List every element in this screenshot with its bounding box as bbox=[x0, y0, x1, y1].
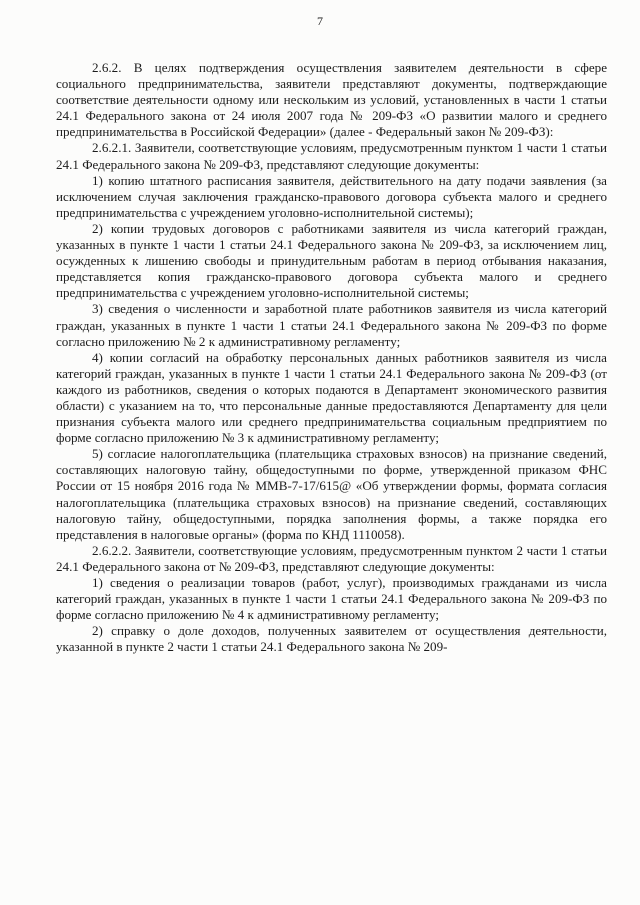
list-item-headcount-salary: 3) сведения о численности и заработной плате работников заявителя из числа категорий граждан, указанных в пункте 1 части 1 статьи 24.1 Федерального закона № 209-ФЗ по форме согласно приложению № 2 к административному регламенту; bbox=[56, 301, 607, 349]
page-number: 7 bbox=[317, 14, 323, 28]
paragraph-2-6-2: 2.6.2. В целях подтверждения осуществления заявителем деятельности в сфере социального предпринимательства, заявители представляют документы, подтверждающие соответствие деятельности одному или нескольким из условий, установленных в части 1 статьи 24.1 Федерального закона от 24 июля 2007 года № 209-ФЗ «О развитии малого и среднего предпринимательства в Российской Федерации» (далее - Федеральный закон № 209-ФЗ): bbox=[56, 60, 607, 140]
list-item-staff-schedule: 1) копию штатного расписания заявителя, действительного на дату подачи заявления (за исключением случая заключения гражданско-правового договора субъекта малого и среднего предпринимательства с учреждением уголовно-исполнительной системы); bbox=[56, 172, 607, 220]
paragraph-2-6-2-1: 2.6.2.1. Заявители, соответствующие условиям, предусмотренным пунктом 1 части 1 статьи 24.1 Федерального закона № 209-ФЗ, представляют следующие документы: bbox=[56, 140, 607, 172]
document-body bbox=[56, 60, 607, 655]
list-item-employment-contracts: 2) копии трудовых договоров с работниками заявителя из числа категорий граждан, указанных в пункте 1 части 1 статьи 24.1 Федерального закона № 209-ФЗ, за исключением лиц, осужденных к лишению свободы и принудительным работам в период отбывания наказания, представляется копия гражданско-правового договора субъекта малого и среднего предпринимательства с учреждением уголовно-исполнительной системы; bbox=[56, 220, 607, 301]
paragraph-2-6-2-2: 2.6.2.2. Заявители, соответствующие условиям, предусмотренным пунктом 2 части 1 статьи 24.1 Федерального закона от № 209-ФЗ, представляют следующие документы: bbox=[56, 542, 607, 574]
list-item-taxpayer-consent: 5) согласие налогоплательщика (плательщика страховых взносов) на признание сведений, составляющих налоговую тайну, общедоступными по форме, утвержденной приказом ФНС России от 15 ноября 2016 года № ММВ-7-17/615@ «Об утверждении формы, формата согласия налогоплательщика (плательщика страховых взносов) на признание сведений, составляющих налоговую тайну, общедоступными, порядка заполнения формы, а также порядка его представления в налоговые органы» (форма по КНД 1110058). bbox=[56, 446, 607, 542]
list-item-sales-info: 1) сведения о реализации товаров (работ, услуг), производимых гражданами из числа категорий граждан, указанных в пункте 1 части 1 статьи 24.1 Федерального закона № 209-ФЗ по форме согласно приложению № 4 к административному регламенту; bbox=[56, 575, 607, 623]
list-item-personal-data-consents: 4) копии согласий на обработку персональных данных работников заявителя из числа категорий граждан, указанных в пункте 1 части 1 статьи 24.1 Федерального закона № 209-ФЗ (от каждого из работников, сведения о которых подаются в Департамент экономического развития области) с указанием на то, что персональные данные предоставляются Департаменту для цели признания субъекта малого или среднего предпринимательства социальным предприятием по форме согласно приложению № 3 к административному регламенту; bbox=[56, 349, 607, 446]
list-item-income-share: 2) справку о доле доходов, полученных заявителем от осуществления деятельности, указанной в пункте 2 части 1 статьи 24.1 Федерального закона № 209- bbox=[56, 623, 607, 655]
